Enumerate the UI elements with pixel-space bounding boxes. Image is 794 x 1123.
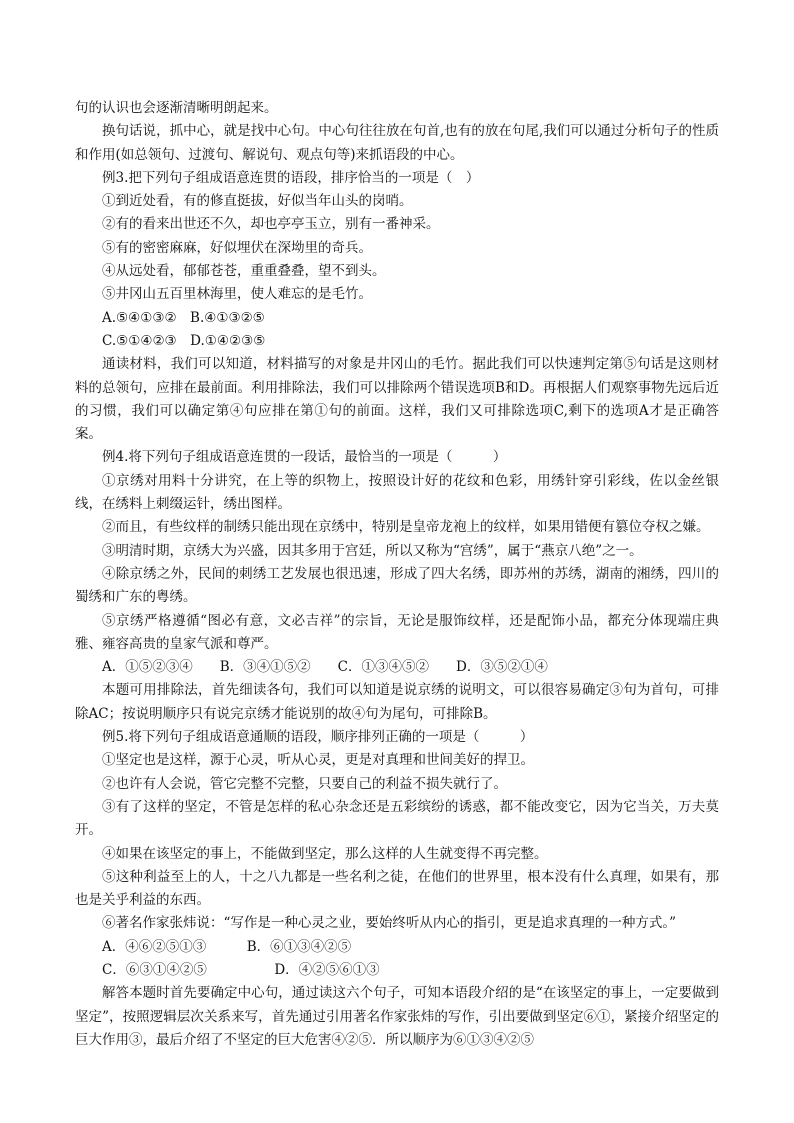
paragraph: ②有的看来出世还不久，却也亭亭玉立，别有一番神采。 xyxy=(102,216,440,233)
paragraph: ④从远处看，郁郁苍苍，重重叠叠，望不到头。 xyxy=(102,263,386,280)
paragraph: ①到近处看，有的修直挺拔，好似当年山头的岗哨。 xyxy=(102,193,413,210)
paragraph: ⑤有的密密麻麻，好似埋伏在深坳里的奇兵。 xyxy=(102,239,372,256)
paragraph: 例5.将下列句子组成语意通顺的语段，顺序排列正确的一项是（ ） xyxy=(102,729,534,746)
paragraph: ⑤京绣严格遵循“图必有意，文必吉祥”的宗旨，无论是服饰纹样，还是配饰小品，都充分体现端庄典雅、雍容高贵的皇家气派和尊严。 xyxy=(75,612,719,652)
paragraph: ①坚定也是这样，源于心灵，听从心灵，更是对真理和世间美好的捍卫。 xyxy=(102,752,534,769)
paragraph: C．⑥③①④②⑤ D．④②⑤⑥①③ xyxy=(102,961,380,978)
paragraph: 解答本题时首先要确定中心句，通过读这六个句子，可知本语段介绍的是“在该坚定的事上，一定要做到坚定”，按照逻辑层次关系来写，首先通过引用著名作家张炜的写作，引出要做到坚定⑥①，紧接介绍坚定的巨大作用③，最后介绍了不坚定的巨大危害④②⑤．所以顺序为⑥①③④②⑤ xyxy=(75,985,719,1048)
paragraph: 句的认识也会逐渐清晰明朗起来。 xyxy=(75,100,278,116)
paragraph: ②而且，有些纹样的制绣只能出现在京绣中，特别是皇帝龙袍上的纹样，如果用错便有篡位夺权之嫌。 xyxy=(102,519,710,536)
paragraph: 换句话说，抓中心，就是找中心句。中心句往往放在句首,也有的放在句尾,我们可以通过分析句子的性质和作用(如总领句、过渡句、解说句、观点句等)来抓语段的中心。 xyxy=(75,123,719,163)
paragraph: ②也许有人会说，管它完整不完整，只要自己的利益不损失就行了。 xyxy=(102,775,507,792)
paragraph: ③有了这样的坚定，不管是怎样的私心杂念还是五彩缤纷的诱惑，都不能改变它，因为它当关，万夫莫开。 xyxy=(75,798,719,839)
paragraph: 例3.把下列句子组成语意连贯的语段，排序恰当的一项是（ ） xyxy=(102,169,480,186)
paragraph: ⑤这种利益至上的人，十之八九都是一些名利之徒，在他们的世界里，根本没有什么真理，如果有，那也是关乎利益的东西。 xyxy=(75,868,719,909)
paragraph: ③明清时期，京绣大为兴盛，因其多用于宫廷，所以又称为“宫绣”，属于“燕京八绝”之一。 xyxy=(102,542,643,559)
paragraph: 例4.将下列句子组成语意连贯的一段话，最恰当的一项是（ ） xyxy=(102,449,507,466)
paragraph: 本题可用排除法，首先细读各句，我们可以知道是说京绣的说明文，可以很容易确定③句为首句，可排除AC；按说明顺序只有说完京绣才能说别的故④句为尾句，可排除B。 xyxy=(75,682,719,722)
paragraph: A.⑤④①③② B.④①③②⑤ xyxy=(102,309,265,326)
paragraph: ⑥著名作家张炜说：“写作是一种心灵之业，要始终听从内心的指引，更是追求真理的一种方式。” xyxy=(102,915,677,932)
paragraph: ④除京绣之外，民间的刺绣工艺发展也很迅速，形成了四大名绣，即苏州的苏绣，湖南的湘绣，四川的蜀绣和广东的粤绣。 xyxy=(75,565,719,606)
document-body xyxy=(75,97,719,1052)
paragraph: ④如果在该坚定的事上，不能做到坚定，那么这样的人生就变得不再完整。 xyxy=(102,845,548,862)
paragraph: ①京绣对用料十分讲究，在上等的织物上，按照设计好的花纹和色彩，用绣针穿引彩线，佐以金丝银线，在绣料上刺缀运针，绣出图样。 xyxy=(75,472,719,513)
paragraph: ⑤井冈山五百里林海里，使人难忘的是毛竹。 xyxy=(102,286,372,303)
paragraph: C.⑤①④②③ D.①④②③⑤ xyxy=(102,332,266,349)
paragraph: 通读材料，我们可以知道，材料描写的对象是井冈山的毛竹。据此我们可以快速判定第⑤句话是这则材料的总领句，应排在最前面。利用排除法，我们可以排除两个错误选项B和D。再根据人们观察事物先远后近的习惯，我们可以确定第④句应排在第①句的前面。这样，我们又可排除选项C,剩下的选项A才是正确答案。 xyxy=(75,356,719,443)
paragraph: A．④⑥②⑤①③ B．⑥①③④②⑤ xyxy=(102,938,352,955)
paragraph: A．①⑤②③④ B．③④①⑤② C．①③④⑤② D．③⑤②①④ xyxy=(102,659,548,676)
